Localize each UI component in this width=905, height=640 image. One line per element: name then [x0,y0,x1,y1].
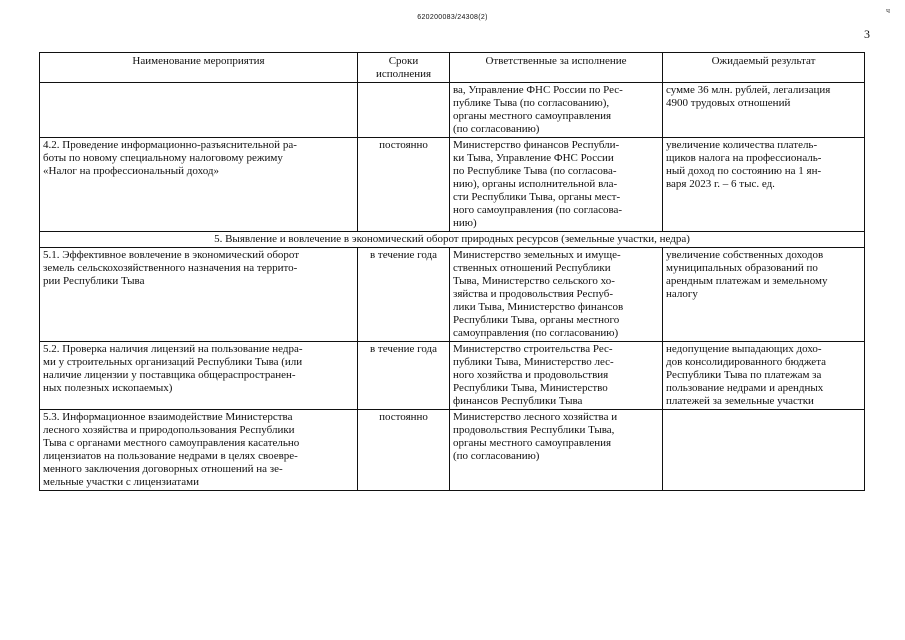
table-header-row [40,53,865,83]
header-responsible: Ответственные за исполнение [450,53,663,83]
row-term: в течение года [358,248,450,342]
measures-table [39,52,865,491]
table-row [40,342,865,410]
row-result: увеличение количества платель- щиков налога на профессиональ- ный доход по состоянию на 1 ян- варя 2023 г. – 6 тыс. ед. [663,138,865,232]
row-result: увеличение собственных доходов муниципальных образований по арендным платежам и земельному налогу [663,248,865,342]
row-name: 5.3. Информационное взаимодействие Министерства лесного хозяйства и природопользования Республики Тыва с органами местного самоуправления касательно лицензиатов на пользование недрами в целях своевре- менного заключения договорных отношений на зе- мельные участки с лицензиатами [40,410,358,491]
section-title: 5. Выявление и вовлечение в экономический оборот природных ресурсов (земельные участки, недра) [40,232,865,248]
page-number: 3 [864,27,870,41]
row-responsible: Министерство строительства Рес- публики Тыва, Министерство лес- ного хозяйства и продовольствия Республики Тыва, Министерство финансов Республики Тыва [450,342,663,410]
row-responsible: ва, Управление ФНС России по Рес- публике Тыва (по согласованию), органы местного самоуправления (по согласованию) [450,83,663,138]
section-row [40,232,865,248]
row-result [663,410,865,491]
row-term: в течение года [358,342,450,410]
row-term: постоянно [358,138,450,232]
row-result: сумме 36 млн. рублей, легализация 4900 трудовых отношений [663,83,865,138]
table-row [40,83,865,138]
header-term: Сроки исполнения [358,53,450,83]
table-row [40,410,865,491]
table-row [40,138,865,232]
row-responsible: Министерство финансов Республи- ки Тыва, Управление ФНС России по Республике Тыва (по согласова- нию), органы исполнительной вла- сти Республики Тыва, органы мест- ного самоуправления (по согласова- нию) [450,138,663,232]
header-name: Наименование мероприятия [40,53,358,83]
row-name: 5.1. Эффективное вовлечение в экономический оборот земель сельскохозяйственного назначения на террито- рии Республики Тыва [40,248,358,342]
row-name: 5.2. Проверка наличия лицензий на пользование недра- ми у строительных организаций Республики Тыва (или наличие лицензии у поставщика общераспространен- ных полезных ископаемых) [40,342,358,410]
row-term: постоянно [358,410,450,491]
row-responsible: Министерство земельных и имуще- ственных отношений Республики Тыва, Министерство сельского хо- зяйства и продовольствия Респуб- лики Тыва, Министерство финансов Республики Тыва, органы местного самоуправления (по согласованию) [450,248,663,342]
row-responsible: Министерство лесного хозяйства и продовольствия Республики Тыва, органы местного самоуправления (по согласованию) [450,410,663,491]
header-result: Ожидаемый результат [663,53,865,83]
row-term [358,83,450,138]
row-name [40,83,358,138]
table-row [40,248,865,342]
row-name: 4.2. Проведение информационно-разъяснительной ра- боты по новому специальному налоговому режиму «Налог на профессиональный доход» [40,138,358,232]
corner-mark: ч [886,6,891,15]
document-id: 620200083/24308(2) [417,14,488,21]
row-result: недопущение выпадающих дохо- дов консолидированного бюджета Республики Тыва по платежам за пользование недрами и арендных платежей за земельные участки [663,342,865,410]
